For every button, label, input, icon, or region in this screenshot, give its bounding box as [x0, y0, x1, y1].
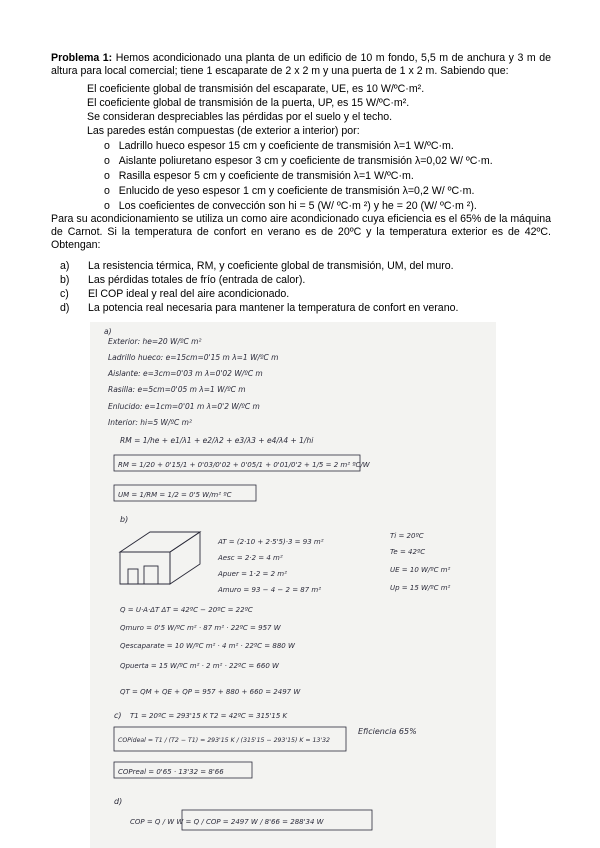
- problem-intro-text: Hemos acondicionado una planta de un edificio de 10 m fondo, 5,5 m de anchura y 3 m de altura para local comercial; tiene 1 escaparate de 2 x 2 m y una puerta de 1 x 2 m. Sabiendo que:: [51, 52, 551, 77]
- hw-a-line: Interior: hi=5 W/ºC m²: [108, 418, 192, 427]
- hw-a-line: Enlucido: e=1cm=0'01 m λ=0'2 W/ºC m: [108, 402, 260, 411]
- question-c: c) El COP ideal y real del aire acondicionado.: [60, 288, 290, 300]
- hw-a-line: Rasilla: e=5cm=0'05 m λ=1 W/ºC m: [108, 385, 246, 394]
- given-1: El coeficiente global de transmisión del escaparate, UE, es 10 W/ºC·m².: [87, 83, 425, 95]
- hw-b-total: QT = QM + QE + QP = 957 + 880 + 660 = 2497 W: [120, 688, 301, 696]
- hw-b-temp: Ti = 20ºC: [390, 532, 424, 540]
- hw-label-b: b): [120, 515, 129, 524]
- layer-item: o Rasilla espesor 5 cm y coeficiente de transmisión λ=1 W/ºC·m.: [104, 170, 414, 182]
- hw-label-a: a): [104, 327, 112, 336]
- hw-c-ideal: COPideal = T1 / (T2 − T1) = 293'15 K / (315'15 − 293'15) K = 13'32: [118, 737, 330, 744]
- hw-c-note: Eficiencia 65%: [358, 727, 417, 736]
- hw-b-line: Qescaparate = 10 W/ºC m² · 4 m² · 22ºC = 880 W: [120, 642, 295, 650]
- layer-item: o Enlucido de yeso espesor 1 cm y coeficiente de transmisión λ=0,2 W/ ºC·m.: [104, 185, 475, 197]
- conditions-paragraph: Para su acondicionamiento se utiliza un como aire acondicionado cuya eficiencia es el 65% de la máquina de Carnot. Si la temperatura de confort en verano es de 20ºC y la temperatura exterior es de 42ºC. Obtengan:: [51, 213, 551, 251]
- hw-b-area: Aesc = 2·2 = 4 m²: [218, 554, 283, 562]
- bullet-icon: o: [104, 155, 110, 167]
- hw-c-line: T1 = 20ºC = 293'15 K T2 = 42ºC = 315'15 K: [130, 712, 288, 720]
- hw-b-area: AT = (2·10 + 2·5'5)·3 = 93 m²: [218, 538, 324, 546]
- problem-title: Problema 1:: [51, 52, 113, 64]
- bullet-icon: o: [104, 170, 110, 182]
- hw-b-temp: Te = 42ºC: [390, 548, 426, 556]
- hw-a-result: RM = 1/20 + 0'15/1 + 0'03/0'02 + 0'05/1 + 0'01/0'2 + 1/5 = 2 m² ºC/W: [118, 461, 370, 469]
- hw-a-um: UM = 1/RM = 1/2 = 0'5 W/m² ºC: [118, 491, 232, 499]
- room-sketch: [120, 532, 200, 584]
- bullet-icon: o: [104, 200, 110, 212]
- layer-item: o Los coeficientes de convección son hi = 5 (W/ ºC·m ²) y he = 20 (W/ ºC·m ²).: [104, 200, 477, 212]
- hw-c-real: COPreal = 0'65 · 13'32 = 8'66: [118, 768, 224, 776]
- hw-b-area: Amuro = 93 − 4 − 2 = 87 m²: [218, 586, 322, 594]
- question-a: a) La resistencia térmica, RM, y coeficiente global de transmisión, UM, del muro.: [60, 260, 454, 272]
- hw-label-d: d): [114, 797, 123, 806]
- bullet-icon: o: [104, 185, 110, 197]
- hw-b-area: Apuer = 1·2 = 2 m²: [218, 570, 287, 578]
- hw-b-temp: Up = 15 W/ºC m²: [390, 584, 451, 592]
- hw-d-line: COP = Q / W W = Q / COP = 2497 W / 8'66 = 288'34 W: [130, 818, 324, 826]
- given-3: Se consideran despreciables las pérdidas por el suelo y el techo.: [87, 111, 393, 123]
- given-4: Las paredes están compuestas (de exterior a interior) por:: [87, 125, 360, 137]
- hw-b-line: Q = U·A·ΔT ΔT = 42ºC − 20ºC = 22ºC: [120, 606, 253, 614]
- hw-a-line: Exterior: he=20 W/ºC m²: [108, 337, 202, 346]
- hw-a-line: Aislante: e=3cm=0'03 m λ=0'02 W/ºC m: [108, 369, 263, 378]
- hw-b-line: Qpuerta = 15 W/ºC m² · 2 m² · 22ºC = 660 W: [120, 662, 279, 670]
- hw-a-line: Ladrillo hueco: e=15cm=0'15 m λ=1 W/ºC m: [108, 353, 279, 362]
- layer-item: o Ladrillo hueco espesor 15 cm y coeficiente de transmisión λ=1 W/ºC·m.: [104, 140, 454, 152]
- bullet-icon: o: [104, 140, 110, 152]
- question-d: d) La potencia real necesaria para mantener la temperatura de confort en verano.: [60, 302, 459, 314]
- handwritten-solution-scan: [90, 322, 496, 848]
- hw-a-formula: RM = 1/he + e1/λ1 + e2/λ2 + e3/λ3 + e4/λ4 + 1/hi: [120, 436, 314, 445]
- question-b: b) Las pérdidas totales de frío (entrada de calor).: [60, 274, 306, 286]
- hw-b-temp: UE = 10 W/ºC m²: [390, 566, 451, 574]
- hw-label-c: c): [114, 711, 122, 720]
- problem-intro: [51, 52, 551, 78]
- hw-b-line: Qmuro = 0'5 W/ºC m² · 87 m² · 22ºC = 957 W: [120, 624, 281, 632]
- layer-item: o Aislante poliuretano espesor 3 cm y coeficiente de transmisión λ=0,02 W/ ºC·m.: [104, 155, 493, 167]
- given-2: El coeficiente global de transmisión de la puerta, UP, es 15 W/ºC·m².: [87, 97, 410, 109]
